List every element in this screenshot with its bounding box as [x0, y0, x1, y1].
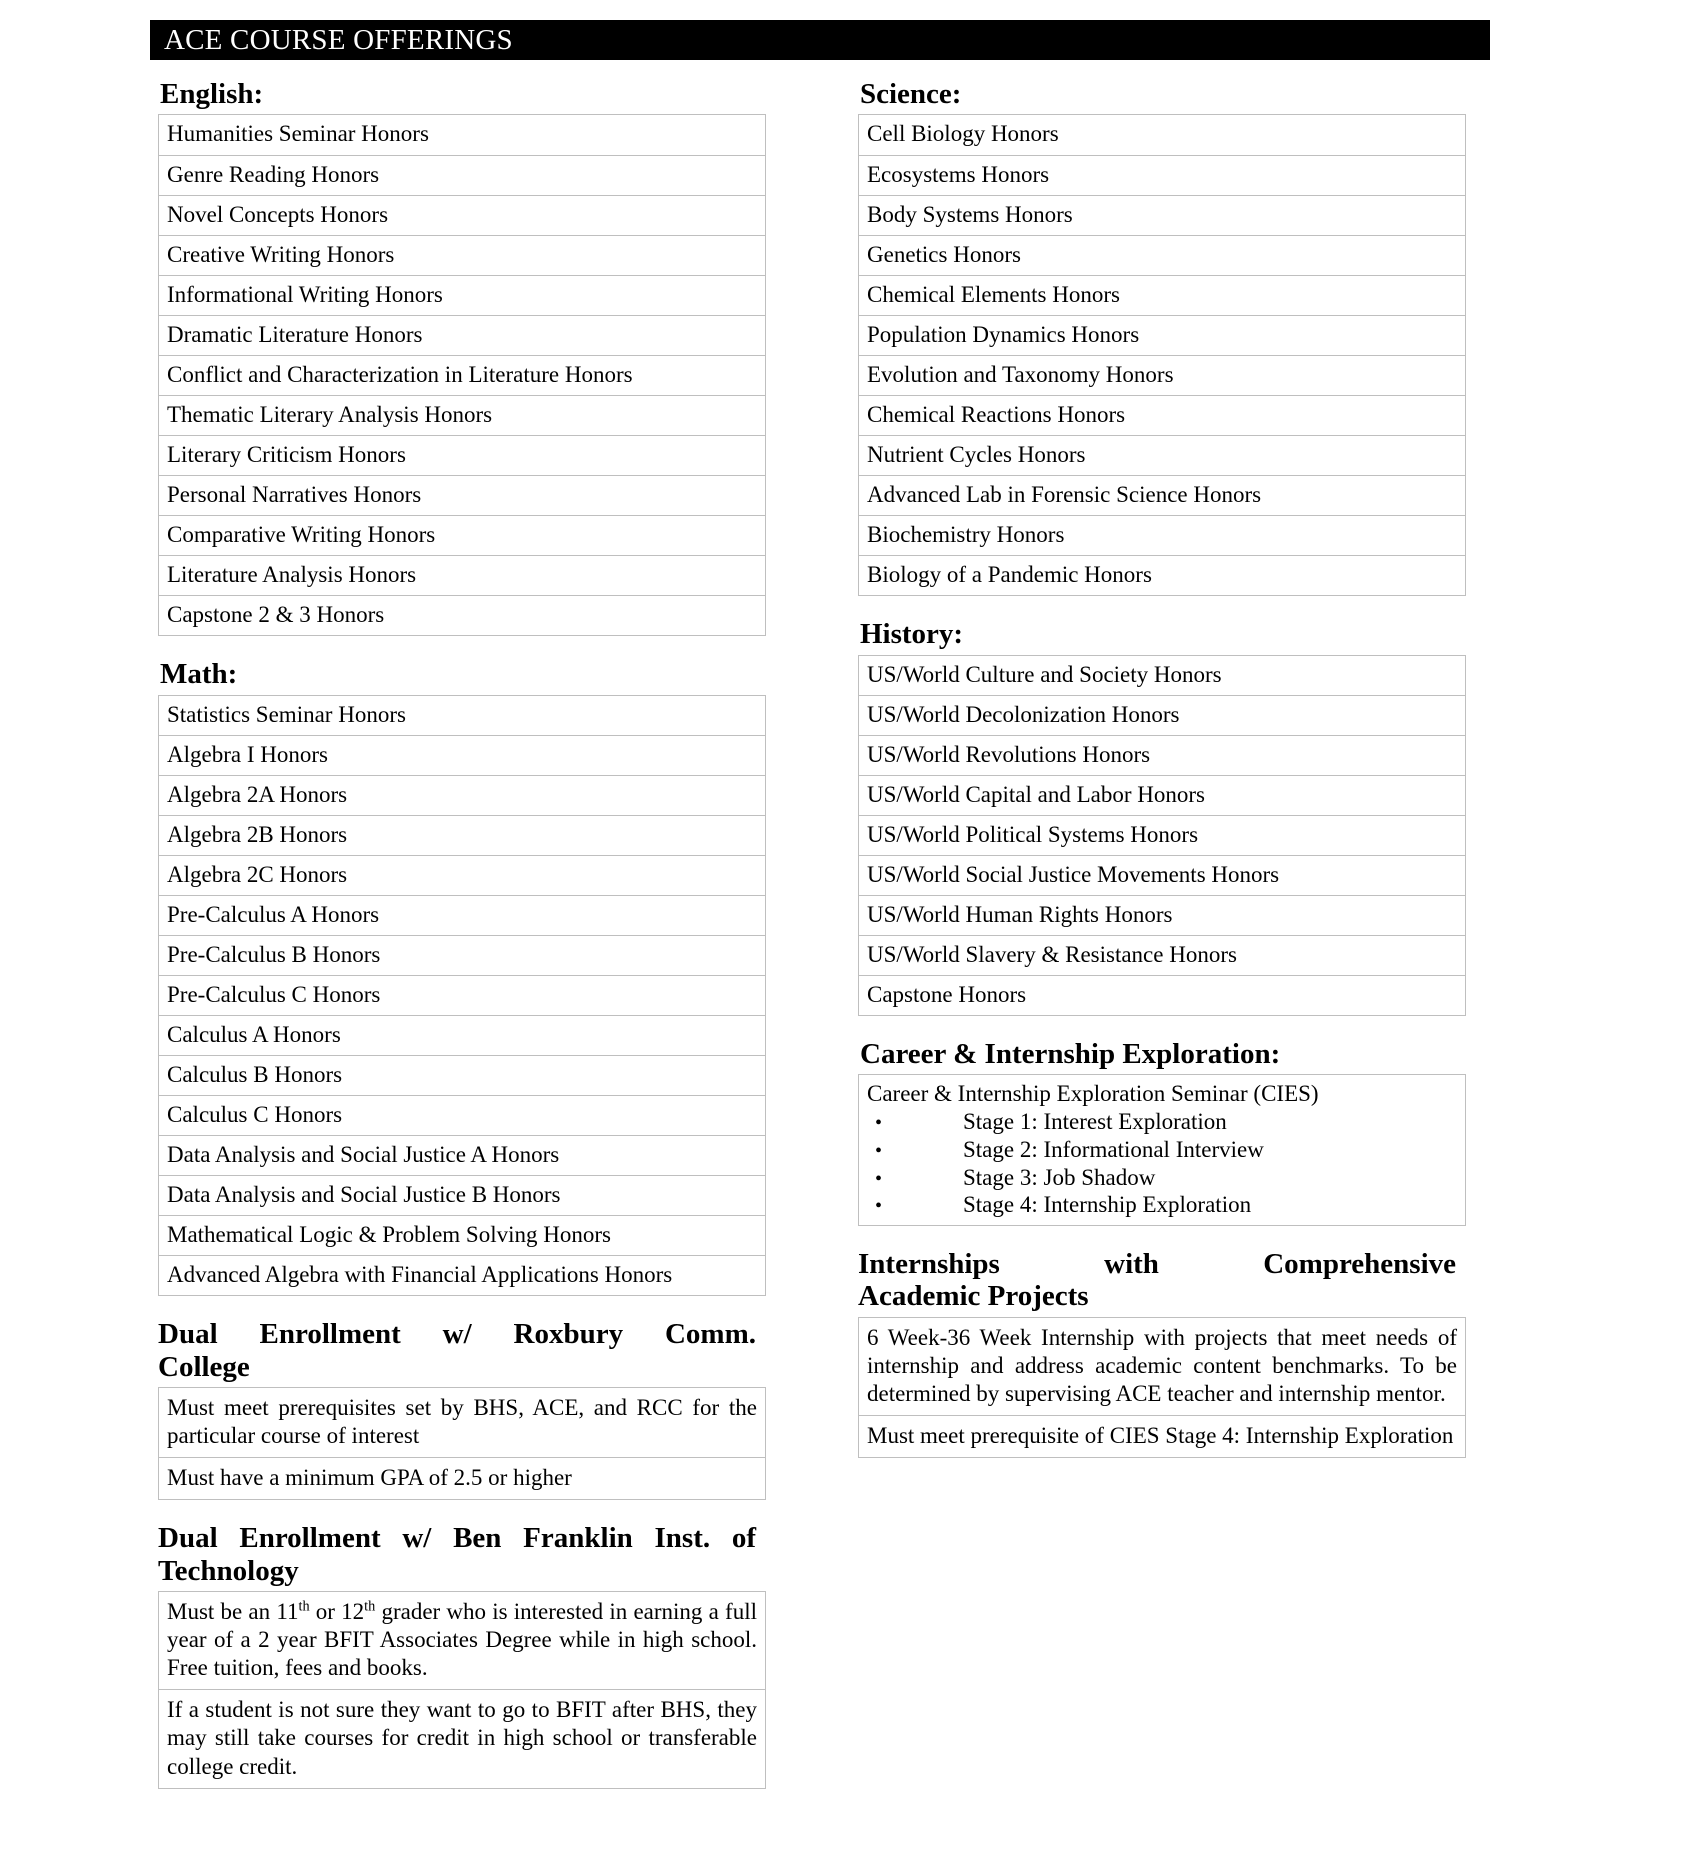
table-row: [159, 1388, 766, 1458]
table-row: [159, 735, 766, 775]
table-row: [159, 1176, 766, 1216]
table-row: [159, 315, 766, 355]
table-row: [159, 1096, 766, 1136]
heading-word: with: [1104, 1247, 1159, 1280]
table-row: [859, 775, 1466, 815]
course-cell: Personal Narratives Honors: [159, 475, 766, 515]
heading-word: Comprehensive: [1263, 1247, 1457, 1280]
section-heading-dual-enrollment-rcc: [158, 1318, 756, 1383]
page-title: ACE COURSE OFFERINGS: [164, 23, 513, 56]
requirement-cell: Must meet prerequisites set by BHS, ACE, and RCC for the particular course of interest: [159, 1388, 766, 1458]
two-column-layout: [150, 78, 1550, 1789]
table-row: [859, 935, 1466, 975]
spacer: [150, 636, 758, 658]
table-row: [159, 855, 766, 895]
course-cell: Creative Writing Honors: [159, 235, 766, 275]
course-cell: US/World Slavery & Resistance Honors: [859, 935, 1466, 975]
bullet-icon: •: [875, 1167, 883, 1190]
table-row: [159, 435, 766, 475]
table-row: [159, 775, 766, 815]
table-row: [159, 155, 766, 195]
bullet-icon: •: [875, 1112, 883, 1135]
section-heading-math: Math:: [160, 658, 238, 691]
internships-table: [858, 1317, 1466, 1458]
course-cell: Biology of a Pandemic Honors: [859, 555, 1466, 595]
course-cell: US/World Human Rights Honors: [859, 895, 1466, 935]
section-heading-science: Science:: [860, 78, 962, 110]
section-heading-dual-enrollment-bfit: [158, 1522, 756, 1587]
course-cell: Dramatic Literature Honors: [159, 315, 766, 355]
course-cell: Mathematical Logic & Problem Solving Honors: [159, 1216, 766, 1256]
heading-line-1: Dual Enrollment w/ Roxbury Comm.: [158, 1318, 756, 1351]
course-cell: Capstone Honors: [859, 975, 1466, 1015]
text-part: grader who is interested in earning a full year of a 2 year BFIT Associates Degree while in high school. Free tuition, fees and books.: [167, 1599, 757, 1681]
stage-label: Stage 3: Job Shadow: [963, 1164, 1156, 1190]
course-cell: Algebra 2C Honors: [159, 855, 766, 895]
course-cell: Pre-Calculus B Honors: [159, 935, 766, 975]
table-row: [859, 555, 1466, 595]
heading-line-1: Dual Enrollment w/ Ben Franklin Inst. of: [158, 1522, 756, 1555]
bullet-icon: •: [875, 1195, 883, 1218]
table-row: [859, 515, 1466, 555]
course-cell: Evolution and Taxonomy Honors: [859, 355, 1466, 395]
table-row: [859, 395, 1466, 435]
course-cell: Ecosystems Honors: [859, 155, 1466, 195]
course-cell: Pre-Calculus C Honors: [159, 975, 766, 1015]
list-item: [867, 1136, 1459, 1164]
table-row: [159, 515, 766, 555]
table-row: [859, 1075, 1466, 1225]
course-cell: US/World Capital and Labor Honors: [859, 775, 1466, 815]
table-row: [159, 475, 766, 515]
course-cell: Capstone 2 & 3 Honors: [159, 596, 766, 636]
text-part: Must be an 11: [167, 1599, 299, 1625]
math-course-table: [158, 695, 766, 1297]
course-cell: Pre-Calculus A Honors: [159, 895, 766, 935]
table-row: [159, 1055, 766, 1095]
heading-line-2: Academic Projects: [858, 1280, 1089, 1313]
stage-label: Stage 4: Internship Exploration: [963, 1192, 1252, 1218]
course-cell: Calculus A Honors: [159, 1015, 766, 1055]
table-row: [159, 555, 766, 595]
course-cell: Humanities Seminar Honors: [159, 115, 766, 155]
table-row: [159, 235, 766, 275]
course-cell: Thematic Literary Analysis Honors: [159, 395, 766, 435]
table-row: [159, 1015, 766, 1055]
spacer: [850, 596, 1458, 618]
table-row: [859, 1415, 1466, 1457]
table-row: [159, 1592, 766, 1690]
table-row: [859, 975, 1466, 1015]
table-row: [859, 475, 1466, 515]
course-cell: Statistics Seminar Honors: [159, 695, 766, 735]
heading-line-2: College: [158, 1350, 250, 1383]
table-row: [159, 195, 766, 235]
text-part: or 12: [309, 1599, 365, 1625]
course-cell: Genre Reading Honors: [159, 155, 766, 195]
course-cell: Chemical Reactions Honors: [859, 395, 1466, 435]
course-cell: US/World Social Justice Movements Honors: [859, 855, 1466, 895]
course-cell: Literature Analysis Honors: [159, 555, 766, 595]
course-cell: US/World Political Systems Honors: [859, 815, 1466, 855]
course-cell: Genetics Honors: [859, 235, 1466, 275]
table-row: [159, 1458, 766, 1500]
course-cell: US/World Culture and Society Honors: [859, 655, 1466, 695]
table-row: [159, 115, 766, 155]
table-row: [859, 115, 1466, 155]
table-row: [859, 155, 1466, 195]
course-cell: US/World Decolonization Honors: [859, 695, 1466, 735]
history-course-table: [858, 655, 1466, 1016]
course-cell: Cell Biology Honors: [859, 115, 1466, 155]
table-row: [159, 895, 766, 935]
table-row: [859, 195, 1466, 235]
spacer: [850, 1226, 1458, 1248]
requirement-cell: [159, 1592, 766, 1690]
science-course-table: [858, 114, 1466, 596]
dual-enrollment-bfit-table: [158, 1591, 766, 1788]
spacer: [150, 1296, 758, 1318]
course-cell: Chemical Elements Honors: [859, 275, 1466, 315]
career-internship-table: [858, 1074, 1466, 1225]
course-cell: Novel Concepts Honors: [159, 195, 766, 235]
cies-cell: [859, 1075, 1466, 1225]
table-row: [159, 275, 766, 315]
table-row: [159, 975, 766, 1015]
course-cell: Body Systems Honors: [859, 195, 1466, 235]
course-cell: Calculus C Honors: [159, 1096, 766, 1136]
course-cell: Conflict and Characterization in Literature Honors: [159, 355, 766, 395]
table-row: [859, 735, 1466, 775]
english-course-table: [158, 114, 766, 636]
course-cell: Algebra 2B Honors: [159, 815, 766, 855]
table-row: [159, 695, 766, 735]
course-cell: Biochemistry Honors: [859, 515, 1466, 555]
course-cell: Comparative Writing Honors: [159, 515, 766, 555]
heading-line-2: Technology: [158, 1554, 299, 1587]
table-row: [859, 435, 1466, 475]
course-cell: Data Analysis and Social Justice A Honors: [159, 1136, 766, 1176]
stage-label: Stage 1: Interest Exploration: [963, 1109, 1227, 1135]
course-cell: Data Analysis and Social Justice B Honors: [159, 1176, 766, 1216]
table-row: [859, 1317, 1466, 1415]
table-row: [859, 695, 1466, 735]
table-row: [859, 275, 1466, 315]
internship-description-cell: 6 Week-36 Week Internship with projects that meet needs of internship and address academic content benchmarks. To be determined by supervising ACE teacher and internship mentor.: [859, 1317, 1466, 1415]
course-cell: Literary Criticism Honors: [159, 435, 766, 475]
course-cell: US/World Revolutions Honors: [859, 735, 1466, 775]
table-row: [159, 815, 766, 855]
heading-word: Internships: [858, 1247, 1000, 1280]
course-cell: Population Dynamics Honors: [859, 315, 1466, 355]
spacer: [150, 1500, 758, 1522]
page-title-banner: [150, 20, 1490, 60]
course-cell: Nutrient Cycles Honors: [859, 435, 1466, 475]
course-cell: Calculus B Honors: [159, 1055, 766, 1095]
table-row: [159, 1216, 766, 1256]
section-heading-career-internship: Career & Internship Exploration:: [860, 1037, 1281, 1070]
cies-seminar-label: Career & Internship Exploration Seminar (CIES): [867, 1081, 1319, 1107]
bullet-icon: •: [875, 1140, 883, 1163]
list-item: [867, 1164, 1459, 1192]
table-row: [159, 1256, 766, 1296]
internship-prerequisite-cell: Must meet prerequisite of CIES Stage 4: Internship Exploration: [859, 1415, 1466, 1457]
course-cell: Algebra 2A Honors: [159, 775, 766, 815]
section-heading-history: History:: [860, 618, 964, 651]
requirement-cell: Must have a minimum GPA of 2.5 or higher: [159, 1458, 766, 1500]
section-heading-internships: [858, 1248, 1456, 1313]
right-column: [850, 78, 1458, 1458]
table-row: [859, 815, 1466, 855]
table-row: [159, 1690, 766, 1788]
cies-stage-list: [867, 1108, 1459, 1218]
course-cell: Informational Writing Honors: [159, 275, 766, 315]
ordinal-suffix: th: [298, 1598, 310, 1615]
table-row: [159, 935, 766, 975]
stage-label: Stage 2: Informational Interview: [963, 1137, 1264, 1163]
table-row: [859, 855, 1466, 895]
spacer: [850, 1016, 1458, 1038]
table-row: [859, 895, 1466, 935]
section-heading-english: English:: [160, 78, 264, 110]
table-row: [859, 355, 1466, 395]
list-item: [867, 1191, 1459, 1219]
left-column: [150, 78, 758, 1789]
table-row: [859, 315, 1466, 355]
list-item: [867, 1108, 1459, 1136]
requirement-cell: If a student is not sure they want to go to BFIT after BHS, they may still take courses for credit in high school or transferable college credit.: [159, 1690, 766, 1788]
course-cell: Algebra I Honors: [159, 735, 766, 775]
dual-enrollment-rcc-table: [158, 1387, 766, 1500]
table-row: [159, 596, 766, 636]
table-row: [159, 355, 766, 395]
course-cell: Advanced Algebra with Financial Applications Honors: [159, 1256, 766, 1296]
table-row: [159, 1136, 766, 1176]
table-row: [859, 235, 1466, 275]
table-row: [859, 655, 1466, 695]
course-cell: Advanced Lab in Forensic Science Honors: [859, 475, 1466, 515]
ordinal-suffix: th: [364, 1598, 376, 1615]
table-row: [159, 395, 766, 435]
